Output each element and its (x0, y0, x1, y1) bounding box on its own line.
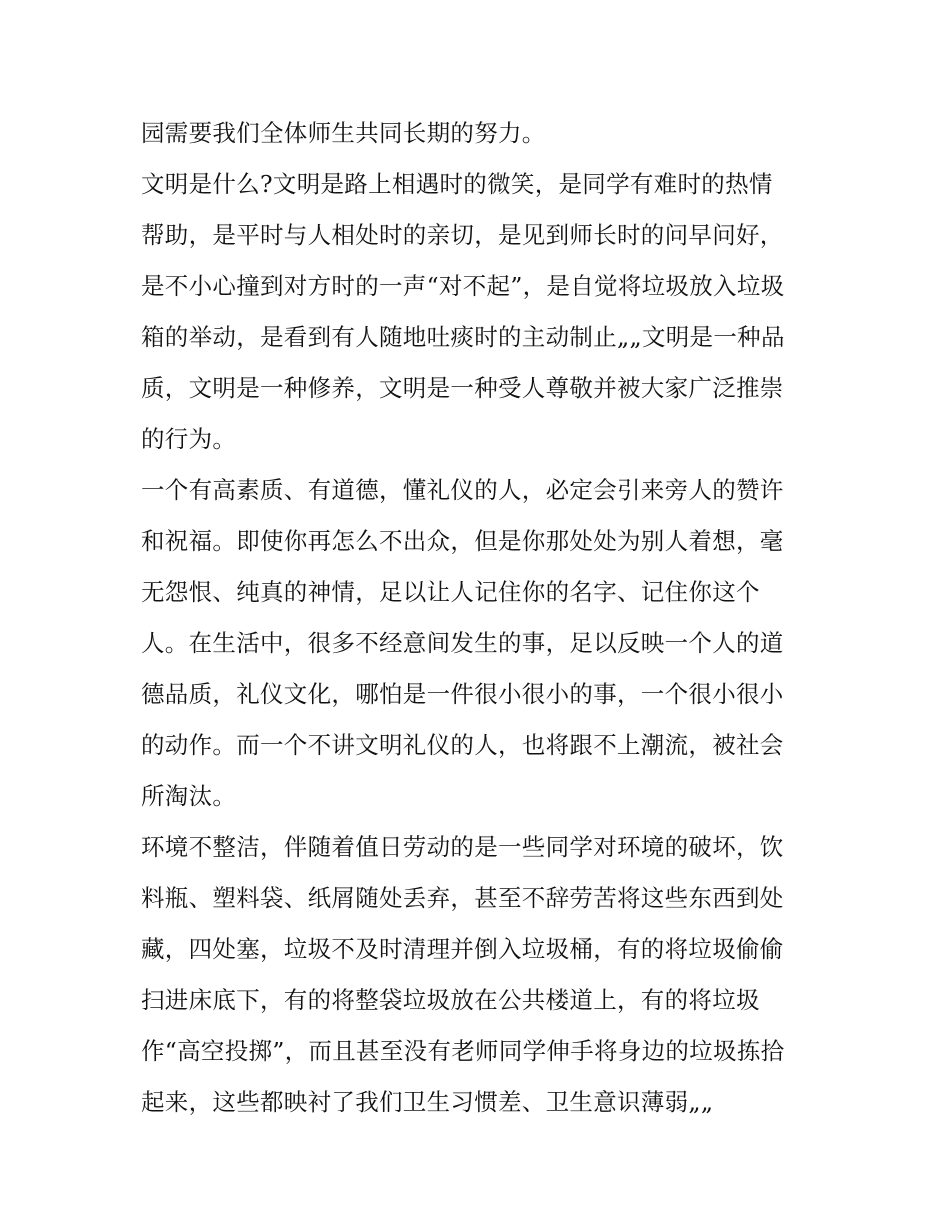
text-line: 文明是什么?文明是路上相遇时的微笑，是同学有难时的热情 (141, 170, 773, 198)
text-line: 帮助，是平时与人相处时的亲切，是见到师长时的问早问好， (141, 221, 784, 249)
text-line: 无怨恨、纯真的神情，足以让人记住你的名字、记住你这个 (141, 578, 760, 606)
text-line: 箱的举动，是看到有人随地吐痰时的主动制止„„文明是一种品 (141, 323, 785, 351)
text-line: 质，文明是一种修养，文明是一种受人尊敬并被大家广泛推崇 (141, 374, 784, 402)
text-line: 和祝福。即使你再怎么不出众，但是你那处处为别人着想，毫 (141, 527, 784, 555)
text-line: 是不小心撞到对方时的一声“对不起”，是自觉将垃圾放入垃圾 (141, 272, 785, 300)
text-line: 一个有高素质、有道德，懂礼仪的人，必定会引来旁人的赞许 (141, 476, 784, 504)
text-line: 料瓶、塑料袋、纸屑随处丢弃，甚至不辞劳苦将这些东西到处 (141, 884, 784, 912)
text-line: 环境不整洁，伴随着值日劳动的是一些同学对环境的破坏，饮 (141, 833, 784, 861)
text-line: 的行为。 (141, 425, 237, 453)
text-line: 扫进床底下，有的将整袋垃圾放在公共楼道上，有的将垃圾 (141, 986, 760, 1014)
body-text (141, 108, 821, 1128)
text-line: 的动作。而一个不讲文明礼仪的人，也将跟不上潮流，被社会 (141, 731, 784, 759)
text-line: 园需要我们全体师生共同长期的努力。 (141, 119, 546, 147)
text-line: 人。在生活中，很多不经意间发生的事，足以反映一个人的道 (141, 629, 784, 657)
text-line: 起来，这些都映衬了我们卫生习惯差、卫生意识薄弱„„ (141, 1088, 714, 1116)
text-line: 德品质，礼仪文化，哪怕是一件很小很小的事，一个很小很小 (141, 680, 784, 708)
text-line: 作“高空投掷”，而且甚至没有老师同学伸手将身边的垃圾拣拾 (141, 1037, 785, 1065)
text-line: 藏，四处塞，垃圾不及时清理并倒入垃圾桶，有的将垃圾偷偷 (141, 935, 784, 963)
text-line: 所淘汰。 (141, 782, 237, 810)
